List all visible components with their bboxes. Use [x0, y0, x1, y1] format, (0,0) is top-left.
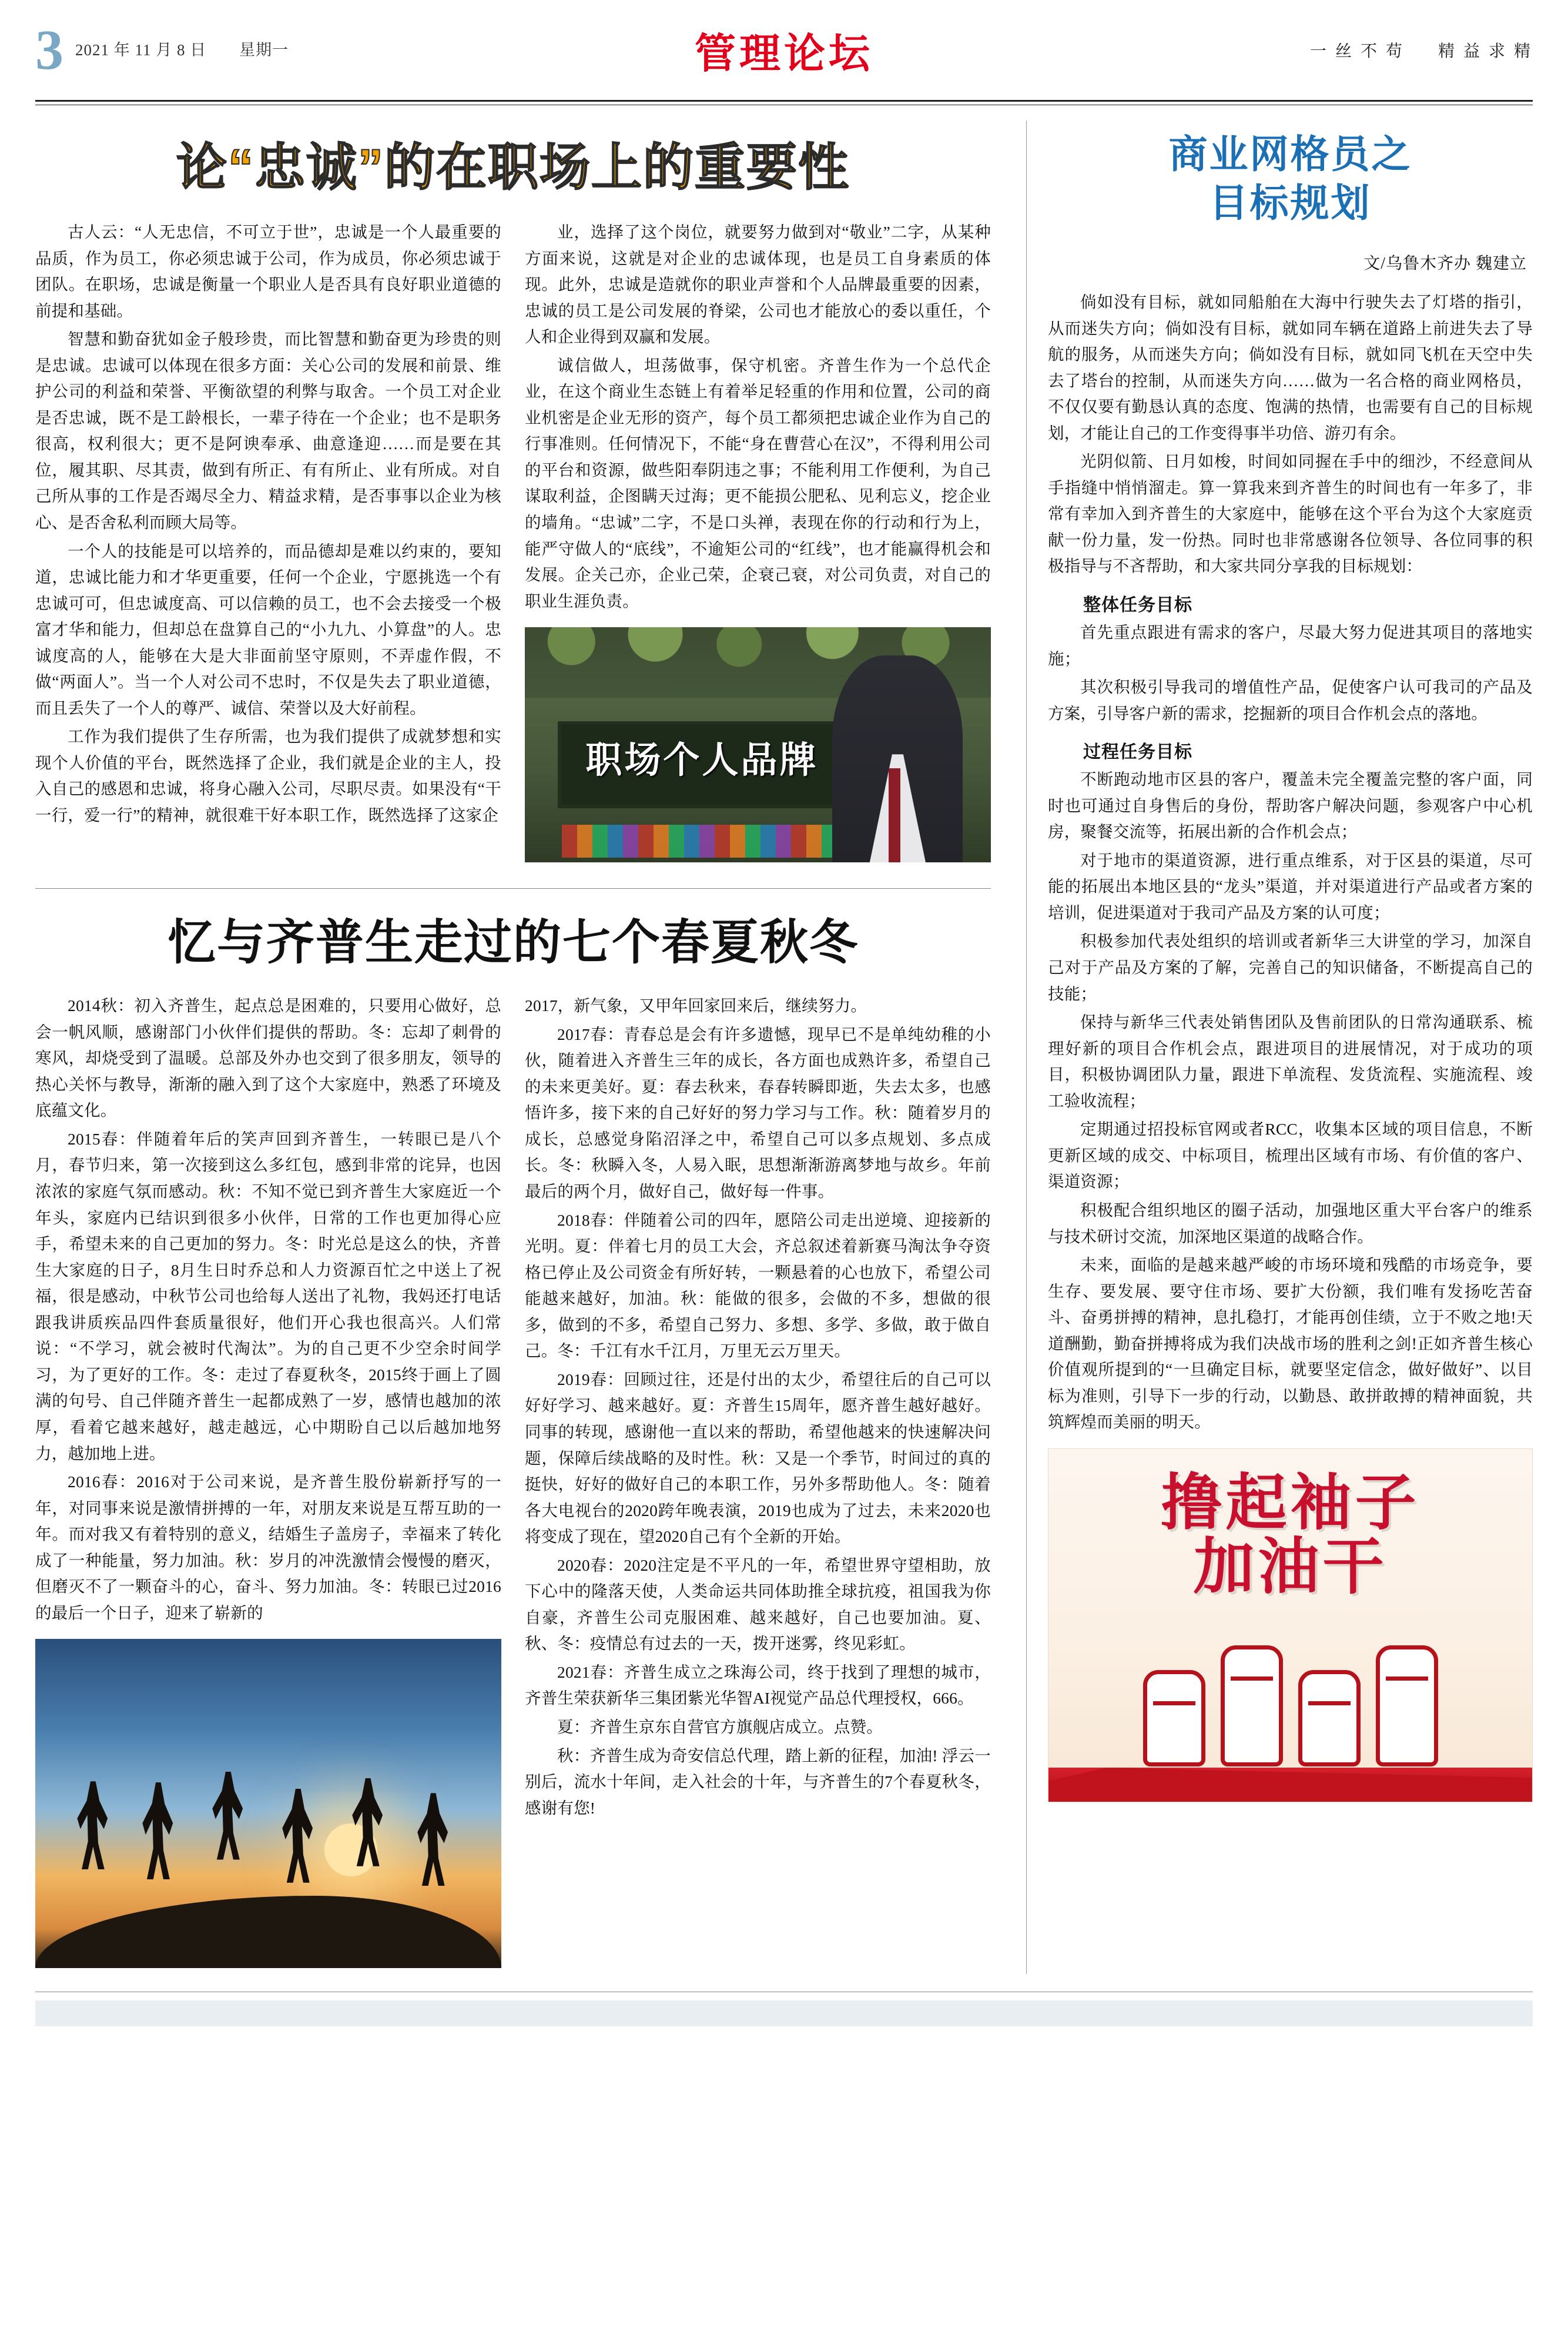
paragraph: 2017，新气象，又甲年回家回来后，继续努力。 [525, 996, 867, 1015]
weekday-text: 星期一 [239, 41, 289, 59]
article-loyalty-col2 [525, 219, 991, 868]
paragraph: 定期通过招投标官网或者RCC，收集本区域的项目信息，不断更新区域的成交、中标项目，梳理出区域有市场、有价值的客户、渠道资源； [1048, 1120, 1533, 1191]
figure-roll-up-sleeves [1048, 1448, 1533, 1802]
paragraph: 2021春：齐普生成立之珠海公司，终于找到了理想的城市，齐普生荣获新华三集团紫光华智AI视觉产品总代理授权，666。 [525, 1662, 991, 1708]
slogan-right: 精 益 求 精 [1438, 42, 1533, 61]
paragraph: 2019春：回顾过往，还是付出的太少，希望往后的自己可以好好学习、越来越好。夏：齐普生15周年，愿齐普生越好越好。同事的转现，感谢他一直以来的帮助，希望他越来的快速解决问题，保障后续战略的及时性。秋：又是一个季节，时间过的真的挺快，好好的做好自己的本职工作，另外多帮助他人。冬：随着各大电视台的2020跨年晚表演，2019也成为了过去，未来2020也将变成了现在，望2020自己有个全新的开始。 [525, 1370, 991, 1546]
article-memory-col1 [35, 993, 501, 1974]
date-text: 2021 年 11 月 8 日 [75, 41, 207, 59]
paragraph: 不断跑动地市区县的客户，覆盖未完全覆盖完整的客户面，同时也可通过自身售后的身份，帮助客户解决问题，参观客户中心机房，聚餐交流等，拓展出新的合作机会点； [1048, 770, 1533, 841]
ribbon-decor [1048, 1768, 1532, 1802]
figure-workplace-brand [525, 627, 991, 862]
paragraph: 未来，面临的是越来越严峻的市场环境和残酷的市场竞争，要生存、要发展、要守住市场、要扩大份额，我们唯有发扬吃苦奋斗、奋勇拼搏的精神，息扎稳打，才能再创佳绩，立于不败之地!天道酬勤，勤奋拼搏将成为我们决战市场的胜利之剑!正如齐普生核心价值观所提到的“一旦确定目标，就要坚定信念，做好做好”、以目标为准则，引导下一步的行动，以勤恳、敢拼敢搏的精神面貌，共筑辉煌而美丽的明天。 [1048, 1256, 1533, 1431]
section-heading-process-goal: 过程任务目标 [1083, 742, 1192, 762]
person-silhouette [142, 1782, 174, 1879]
article-grid-headline [1048, 130, 1533, 227]
paragraph: 2016春：2016对于公司来说，是齐普生股份崭新抒写的一年，对同事来说是激情拼搏的一年，对朋友来说是互帮互助的一年。而对我又有着特别的意义，结婚生子盖房子，幸福来了转化成了一种能量，努力加油。秋：岁月的冲洗激情会慢慢的磨灭，但磨灭不了一颗奋斗的心，奋斗、努力加油。冬：转眼已过2016的最后一个日子，迎来了崭新的 [35, 1473, 501, 1622]
article-memory-columns [35, 993, 991, 1974]
paragraph: 工作为我们提供了生存所需，也为我们提供了成就梦想和实现个人价值的平台，既然选择了企业，我们就是企业的主人，投入自己的感恩和忠诚，将身心融入公司，尽职尽责。如果没有“干一行，爱一行”的精神，就很难干好本职工作，既然选择了这家企 [35, 727, 501, 825]
fist-icon [1376, 1645, 1438, 1766]
paragraph: 首先重点跟进有需求的客户，尽最大努力促进其项目的落地实施； [1048, 623, 1533, 668]
column-divider [1026, 121, 1027, 1974]
paragraph: 光阴似箭、日月如梭，时间如同握在手中的细沙，不经意间从手指缝中悄悄溜走。算一算我来到齐普生的时间也有一年多了，非常有幸加入到齐普生的大家庭中，能够在这个平台为这个大家庭贡献一份力量，发一份热。同时也非常感谢各位领导、各位同事的积极指导与不吝帮助，和大家共同分享我的目标规划： [1048, 452, 1533, 575]
article-loyalty-columns [35, 219, 991, 868]
paragraph: 2015春：伴随着年后的笑声回到齐普生，一转眼已是八个月，春节归来，第一次接到这么多红包，感到非常的诧异，也因浓浓的家庭气氛而感动。秋：不知不觉已到齐普生大家庭近一个年头，家庭内已结识到很多小伙伴，日常的工作也更加得心应手，希望未来的自己更加的努力。冬：时光总是这么的快，齐普生大家庭的日子，8月生日时乔总和人力资源百忙之中送上了祝福，很是感动，中秋节公司也给每人送出了礼物，我妈还打电话跟我讲质疾品四件套质量很好，他们开心我也很高兴。人们常说：“不学习，就会被时代淘汰”。为的自己更不少空余时间学习，为了更好的工作。冬：走过了春夏秋冬，2015终于画上了圆满的句号、自己伴随齐普生一起都成熟了一岁，感情也越加的浓厚，看着它越来越好，越走越远，心中期盼自己以后越加地努力，越加地上进。 [35, 1129, 501, 1463]
right-column [1042, 121, 1533, 1974]
paragraph: 夏：齐普生京东自营官方旗舰店成立。点赞。 [557, 1717, 883, 1736]
footer-bar [35, 2000, 1533, 2026]
article-memory-headline: 忆与齐普生走过的七个春夏秋冬 [167, 916, 859, 970]
person-silhouette [282, 1789, 314, 1883]
section-title: 管理论坛 [695, 31, 873, 77]
headline-line-2: 目标规划 [1209, 180, 1372, 225]
blackboard-text: 职场个人品牌 [585, 740, 819, 781]
paragraph: 诚信做人，坦荡做事，保守机密。齐普生作为一个总代企业，在这个商业生态链上有着举足轻重的作用和位置，公司的商业机密是企业无形的资产，每个员工都须把忠诚企业作为自己的行事准则。任何情况下，不能“身在曹营心在汉”，不得利用公司的平台和资源，做些阳奉阴违之事；不能利用工作便利，为自己谋取利益，企图瞒天过海；更不能损公肥私、见利忘义，挖企业的墙角。“忠诚”二字，不是口头禅，表现在你的行动和行为上，能严守做人的“底线”，不逾矩公司的“红线”，也才能赢得机会和发展。企关己亦，企业己荣，企衰己衰，对公司负责，对自己的职业生涯负责。 [525, 356, 991, 610]
masthead [35, 0, 1533, 100]
paragraph: 倘如没有目标，就如同船舶在大海中行驶失去了灯塔的指引，从而迷失方向；倘如没有目标，就如同车辆在道路上前进失去了导航的服务，从而迷失方向；倘如没有目标，就如同飞机在天空中失去了塔台的控制，从而迷失方向……做为一名合格的商业网格员，不仅仅要有勤恳认真的态度、饱满的热情，也需要有自己的目标规划，才能让自己的工作变得事半功倍、游刃有余。 [1048, 293, 1533, 442]
masthead-rule [35, 100, 1533, 105]
person-silhouette [417, 1793, 449, 1886]
article-loyalty [35, 126, 991, 868]
roll-up-sleeves-poster-image [1048, 1448, 1533, 1802]
paragraph: 一个人的技能是可以培养的，而品德却是难以约束的，要知道，忠诚比能力和才华更重要，任何一个企业，宁愿挑选一个有忠诚可可，但忠诚度高、可以信赖的员工，也不会去接受一个极富才华和能力，但却总在盘算自己的“小九九、小算盘”的人。忠诚度高的人，能够在大是大非面前坚守原则，不弄虚作假，不做“两面人”。当一个人对公司不忠时，不仅是失去了职业道德，而且丢失了一个人的尊严、诚信、荣誉以及大好前程。 [35, 541, 501, 717]
tie-shape [889, 768, 901, 862]
poster-text-line-1: 撸起袖子 [1161, 1468, 1420, 1537]
hill-shape [35, 1896, 501, 1968]
books-row [562, 825, 832, 858]
paragraph: 保持与新华三代表处销售团队及售前团队的日常沟通联系、梳理好新的项目合作机会点，跟进项目的进展情况，对于成功的项目，积极协调团队力量，跟进下单流程、发货流程、实施流程、竣工验收流程； [1048, 1013, 1533, 1110]
figure-jumping-people [35, 1639, 501, 1968]
fist-icon [1143, 1670, 1205, 1766]
page-body [35, 121, 1533, 1974]
paragraph: 2020春：2020注定是不平凡的一年，希望世界守望相助，放下心中的隆落天使，人类命运共同体助推全球抗疫，祖国我为你自豪，齐普生公司克服困难、越来越好，自己也要加油。夏、秋、冬：疫情总有过去的一天，拨开迷雾，终见彩虹。 [525, 1555, 991, 1653]
article-loyalty-col1 [35, 219, 501, 868]
section-heading-overall-goal: 整体任务目标 [1083, 595, 1192, 615]
person-silhouette [212, 1772, 244, 1860]
paragraph: 积极配合组织地区的圈子活动，加强地区重大平台客户的维系与技术研讨交流，加深地区渠道的战略合作。 [1048, 1200, 1533, 1246]
person-silhouette [77, 1781, 109, 1869]
poster-text-line-2: 加油干 [1193, 1533, 1388, 1602]
paragraph: 积极参加代表处组织的培训或者新华三大讲堂的学习，加深自己对于产品及方案的了解，完善自己的知识储备，不断提高自己的技能； [1048, 932, 1533, 1003]
story-separator [35, 888, 991, 889]
paragraph: 其次积极引导我司的增值性产品，促使客户认可我司的产品及方案，引导客户新的需求，挖掘新的项目合作机会点的落地。 [1048, 678, 1533, 722]
paragraph: 智慧和勤奋犹如金子般珍贵，而比智慧和勤奋更为珍贵的则是忠诚。忠诚可以体现在很多方面：关心公司的发展和前景、维护公司的利益和荣誉、平衡欲望的利弊与取舍。一个员工对企业是否忠诚，既不是工龄根长，一辈子待在一个企业；也不是职务很高，权利很大；更不是阿谀奉承、曲意逢迎……而是要在其位，履其职、尽其责，做到有所正、有有所止、业有所成。对自己所从事的工作是否竭尽全力、精益求精，是否事事以企业为核心、是否舍私利而顾大局等。 [35, 330, 501, 532]
article-grid-byline: 文/乌鲁木齐办 魏建立 [1363, 255, 1527, 273]
slogan-left: 一 丝 不 苟 [1309, 42, 1405, 61]
left-column [35, 121, 1011, 1974]
paragraph: 对于地市的渠道资源，进行重点维系，对于区县的渠道，尽可能的拓展出本地区县的“龙头”渠道，并对渠道进行产品或者方案的培训，促进渠道对于我司产品及方案的认可度； [1048, 851, 1533, 922]
paragraph: 业，选择了这个岗位，就要努力做到对“敬业”二字，从某种方面来说，这就是对企业的忠诚体现，也是员工自身素质的体现。此外，忠诚是造就你的职业声誉和个人品牌最重要的因素，忠诚的员工是公司发展的脊梁，公司也才能放心的委以重任，个人和企业得到双赢和发展。 [525, 223, 991, 346]
paragraph: 2017春：青春总是会有许多遗憾，现早已不是单纯幼稚的小伙，随着进入齐普生三年的成长，各方面也成熟许多，希望自己的未来更美好。夏：春去秋来，春春转瞬即逝，失去太多，也感悟许多，接下来的自己好好的努力学习与工作。秋：随着岁月的成长，总感觉身陷沼泽之中，希望自己可以多点规划、多点成长。冬：秋瞬入冬，人易入眠，思想渐渐游离梦地与故乡。年前最后的两个月，做好自己，做好每一件事。 [525, 1025, 991, 1201]
paragraph: 2018春：伴随着公司的四年，愿陪公司走出逆境、迎接新的光明。夏：伴着七月的员工大会，齐总叙述着新赛马淘汰争夺资格已停止及公司资金有所好转，一颗悬着的心也放下，希望公司能越来越好，加油。秋：能做的很多，会做的不多，想做的很多，做到的不多，希望自己努力、多想、多学、多做，敢于做自己。冬：千江有水千江月，万里无云万里天。 [525, 1210, 991, 1360]
article-memory-col2 [525, 993, 991, 1974]
workplace-personal-brand-image [525, 627, 991, 862]
fists-group [1048, 1631, 1532, 1766]
poster-text [1048, 1468, 1532, 1602]
article-memory [35, 904, 991, 1974]
fist-icon [1221, 1645, 1283, 1766]
fist-icon [1298, 1670, 1361, 1766]
page-number: 3 [35, 18, 62, 81]
article-loyalty-headline: 论“忠诚”的在职场上的重要性 [176, 139, 850, 196]
paragraph: 2014秋：初入齐普生，起点总是困难的，只要用心做好，总会一帆风顺，感谢部门小伙伴们提供的帮助。冬：忘却了刺骨的寒风，却烧受到了温暖。总部及外办也交到了很多朋友，领导的热心关怀与教导，渐渐的融入到了这个大家庭中，熟悉了环境及底蕴文化。 [35, 996, 501, 1120]
masthead-slogan [1283, 38, 1533, 62]
paragraph: 古人云：“人无忠信，不可立于世”，忠诚是一个人最重要的品质，作为员工，你必须忠诚于公司，作为成员，你必须忠诚于团队。在职场，忠诚是衡量一个职业人是否具有良好职业道德的前提和基础。 [35, 223, 501, 320]
article-grid-planner [1048, 130, 1533, 1802]
jumping-people-sunset-image [35, 1639, 501, 1968]
headline-line-1: 商业网格员之 [1168, 132, 1412, 176]
paragraph: 秋：齐普生成为奇安信总代理，踏上新的征程，加油! 浮云一别后，流水十年间，走入社会的十年，与齐普生的7个春夏秋冬，感谢有您! [525, 1746, 991, 1817]
